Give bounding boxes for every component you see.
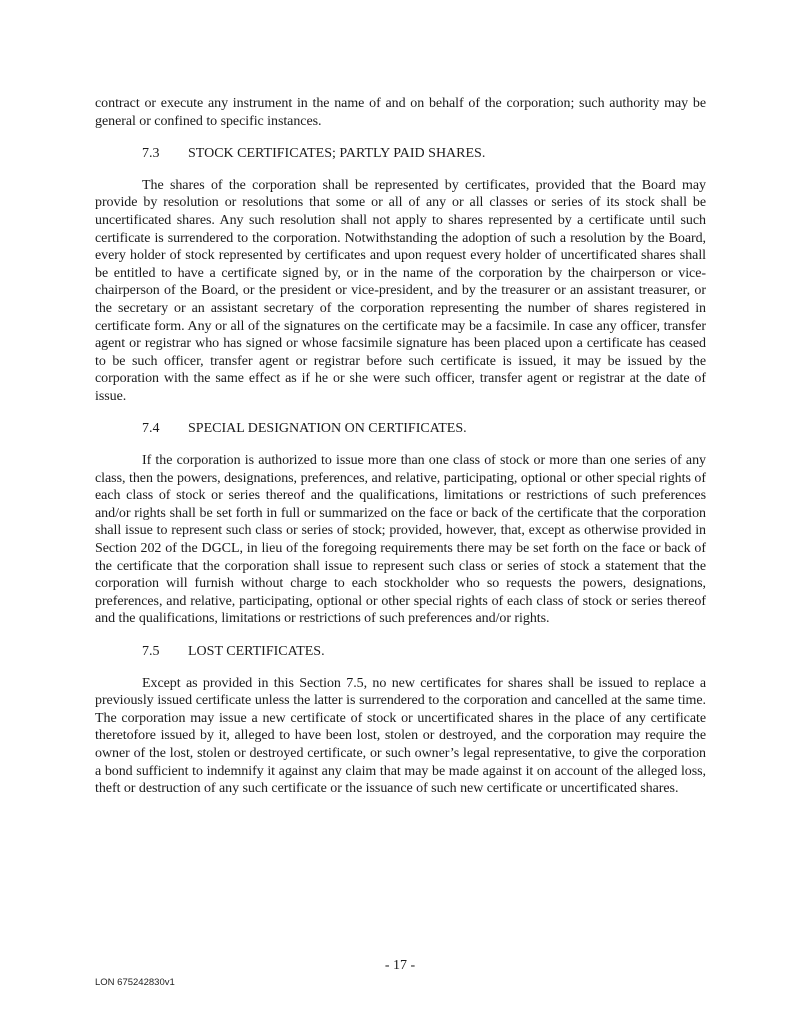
continuation-paragraph: contract or execute any instrument in the name of and on behalf of the corporation; such authority may be general or confined to specific instances. <box>95 96 706 129</box>
section-body-7-3: The shares of the corporation shall be represented by certificates, provided that the Board may provide by resolution or resolutions that some or all of any or all classes or series of its stock shall be uncertificated shares. Any such resolution shall not apply to shares represented by a certificate until such certificate is surrendered to the corporation. Notwithstanding the adoption of such a resolution by the Board, every holder of stock represented by certificates and upon request every holder of uncertificated shares shall be entitled to have a certificate signed by, or in the name of the corporation by the chairperson or vice-chairperson of the Board, or the president or vice-president, and by the treasurer or an assistant treasurer, or the secretary or an assistant secretary of the corporation representing the number of shares registered in certificate form. Any or all of the signatures on the certificate may be a facsimile. In case any officer, transfer agent or registrar who has signed or whose facsimile signature has been placed upon a certificate has ceased to be such officer, transfer agent or registrar before such certificate is issued, it may be issued by the corporation with the same effect as if he or she were such officer, transfer agent or registrar at the date of issue. <box>95 177 706 404</box>
section-title: SPECIAL DESIGNATION ON CERTIFICATES. <box>188 421 467 436</box>
section-number: 7.3 <box>142 145 160 161</box>
section-title: LOST CERTIFICATES. <box>188 643 325 659</box>
document-page <box>95 95 706 798</box>
section-heading-7-5 <box>95 643 706 661</box>
section-body-7-5: Except as provided in this Section 7.5, no new certificates for shares shall be issued to replace a previously issued certificate unless the latter is surrendered to the corporation and cancelled at the same time. The corporation may issue a new certificate of stock or uncertificated shares in the place of any certificate theretofore issued by it, alleged to have been lost, stolen or destroyed, and the corporation may require the owner of the lost, stolen or destroyed certificate, or such owner’s legal representative, to give the corporation a bond sufficient to indemnify it against any claim that may be made against it on account of the alleged loss, theft or destruction of any such certificate or the issuance of such new certificate or uncertificated shares. <box>95 675 706 797</box>
section-body-7-4: If the corporation is authorized to issue more than one class of stock or more than one series of any class, then the powers, designations, preferences, and relative, participating, optional or other special rights of each class of stock or series thereof and the qualifications, limitations or restrictions of such preferences and/or rights shall be set forth in full or summarized on the face or back of the certificate that the corporation shall issue to represent such class or series of stock; provided, however, that, except as otherwise provided in Section 202 of the DGCL, in lieu of the foregoing requirements there may be set forth on the face or back of the certificate that the corporation shall issue to represent such class or series of stock a statement that the corporation will furnish without charge to each stockholder who so requests the powers, designations, preferences, and relative, participating, optional or other special rights of each class of stock or series thereof and the qualifications, limitations or restrictions of such preferences and/or rights. <box>95 453 706 627</box>
section-number: 7.5 <box>142 643 160 659</box>
page-number: - 17 - <box>384 958 416 973</box>
section-number: 7.4 <box>142 421 160 436</box>
section-heading-7-4 <box>95 420 706 438</box>
document-id: LON 675242830v1 <box>95 977 175 988</box>
section-title: STOCK CERTIFICATES; PARTLY PAID SHARES. <box>188 145 486 161</box>
section-heading-7-3 <box>95 145 706 163</box>
